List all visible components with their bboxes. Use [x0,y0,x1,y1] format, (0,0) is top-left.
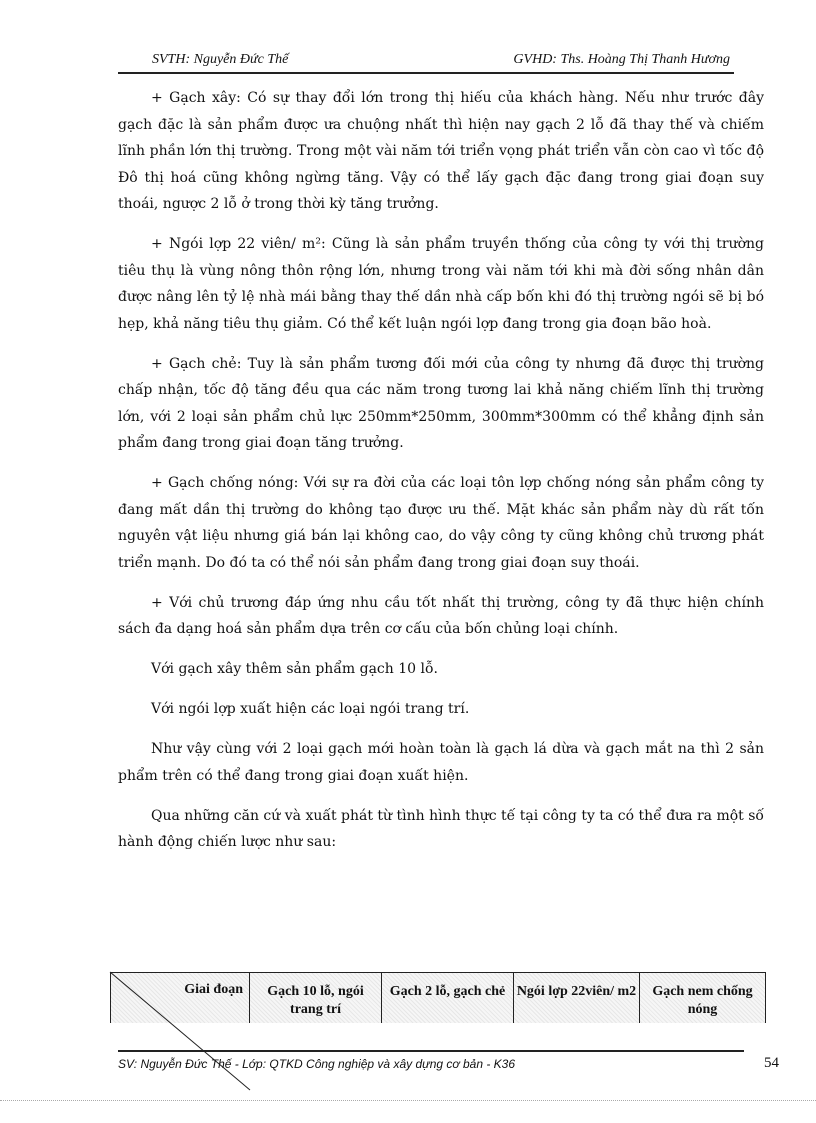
body-text [118,85,764,869]
table-header-col4: Gạch nem chống nóng [639,973,765,1023]
paragraph-gach-xay: + Gạch xây: Có sự thay đổi lớn trong thị hiếu của khách hàng. Nếu như trước đây gạch đặc là sản phẩm được ưa chuộng nhất thì hiện nay gạch 2 lỗ đã thay thế và chiếm lĩnh phần lớn thị trường. Trong một vài năm tới triển vọng phát triển vẫn còn cao vì tốc độ Đô thị hoá cũng không ngừng tăng. Vậy có thể lấy gạch đặc đang trong giai đoạn suy thoái, ngược 2 lỗ ở trong thời kỳ tăng trưởng. [118,90,764,212]
paragraph-san-pham-moi: Như vậy cùng với 2 loại gạch mới hoàn toàn là gạch lá dừa và gạch mắt na thì 2 sản phẩm trên có thể đang trong giai đoạn xuất hiện. [118,741,764,784]
paragraph-gach-che: + Gạch chẻ: Tuy là sản phẩm tương đối mới của công ty nhưng đã được thị trường chấp nhận, tốc độ tăng đều qua các năm trong tương lai khả năng chiếm lĩnh thị trường lớn, với 2 loại sản phẩm chủ lực 250mm*250mm, 300mm*300mm có thể khẳng định sản phẩm đang trong giai đoạn tăng trưởng. [118,355,764,451]
table-header-col1: Gạch 10 lỗ, ngói trang trí [249,973,381,1023]
paragraph-ngoi-trang-tri: Với ngói lợp xuất hiện các loại ngói trang trí. [151,701,470,717]
table-header-stage: Giai đoạn [184,982,243,997]
paragraph-hanh-dong: Qua những căn cứ và xuất phát từ tình hình thực tế tại công ty ta có thể đưa ra một số hành động chiến lược như sau: [118,807,764,850]
page-number: 54 [764,1055,779,1071]
page-footer: SV: Nguyễn Đức Thế - Lớp: QTKD Công nghiệp và xây dựng cơ bản - K36 [118,1050,744,1071]
table-header-col2: Gạch 2 lỗ, gạch chẻ [381,973,513,1023]
header-student: SVTH: Nguyễn Đức Thế [152,52,289,67]
paragraph-ngoi-lop: + Ngói lợp 22 viên/ m²: Cũng là sản phẩm truyền thống của công ty với thị trường tiêu thụ là vùng nông thôn rộng lớn, nhưng trong vài năm tới khi mà đời sống nhân dân được nâng lên tỷ lệ nhà mái bằng thay thế dần nhà cấp bốn khi đó thị trường ngói sẽ bị bó hẹp, khả năng tiêu thụ giảm. Có thể kết luận ngói lợp đang trong gia đoạn bão hoà. [118,236,764,332]
paragraph-gach-chong-nong: + Gạch chống nóng: Với sự ra đời của các loại tôn lợp chống nóng sản phẩm công ty đang mất dần thị trường do không tạo được ưu thế. Mặt khác sản phẩm này dù rất tốn nguyên vật liệu nhưng giá bán lại không cao, do vậy công ty cũng không chủ trương phát triển mạnh. Do đó ta có thể nói sản phẩm đang trong giai đoạn suy thoái. [118,475,764,571]
paragraph-da-dang-hoa: + Với chủ trương đáp ứng nhu cầu tốt nhất thị trường, công ty đã thực hiện chính sách đa dạng hoá sản phẩm dựa trên cơ cấu của bốn chủng loại chính. [118,594,764,637]
page-break-line [0,1100,816,1101]
diagonal-line [110,972,260,1092]
header-advisor: GVHD: Ths. Hoàng Thị Thanh Hương [513,52,730,67]
page-header [118,50,734,74]
paragraph-gach-10-lo: Với gạch xây thêm sản phẩm gạch 10 lỗ. [151,661,438,677]
table-header-col3: Ngói lợp 22viên/ m2 [513,973,639,1023]
